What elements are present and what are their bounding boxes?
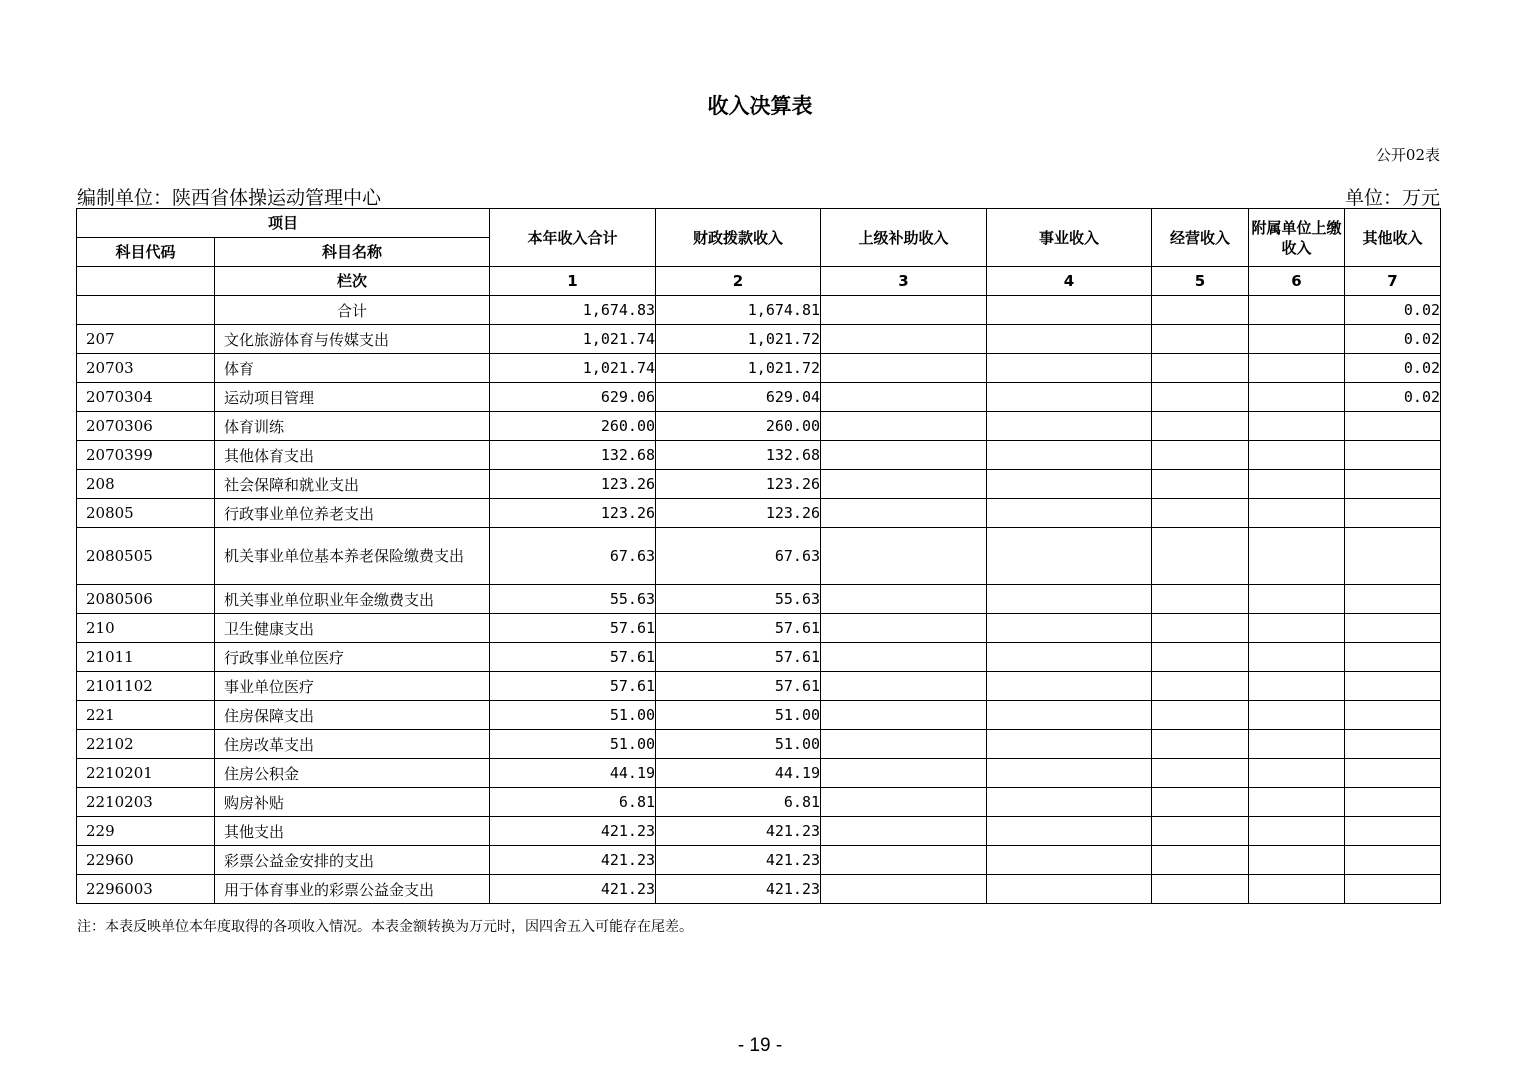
header-name: 科目名称 — [215, 238, 490, 267]
cell-col3 — [821, 788, 987, 817]
cell-col6 — [1249, 846, 1345, 875]
cell-col4 — [987, 296, 1152, 325]
cell-col6 — [1249, 643, 1345, 672]
cell-col3 — [821, 672, 987, 701]
cell-col4 — [987, 614, 1152, 643]
cell-col7 — [1345, 499, 1441, 528]
table-row — [77, 817, 1441, 846]
cell-col2: 1,021.72 — [656, 325, 821, 354]
cell-col2: 51.00 — [656, 730, 821, 759]
cell-name: 文化旅游体育与传媒支出 — [215, 325, 490, 354]
cell-col4 — [987, 701, 1152, 730]
cell-col7 — [1345, 643, 1441, 672]
cell-col6 — [1249, 296, 1345, 325]
cell-name: 卫生健康支出 — [215, 614, 490, 643]
cell-name: 用于体育事业的彩票公益金支出 — [215, 875, 490, 904]
cell-name: 机关事业单位职业年金缴费支出 — [215, 585, 490, 614]
cell-col5 — [1152, 354, 1249, 383]
cell-name: 运动项目管理 — [215, 383, 490, 412]
cell-col4 — [987, 441, 1152, 470]
cell-col4 — [987, 499, 1152, 528]
table-row — [77, 383, 1441, 412]
cell-col4 — [987, 412, 1152, 441]
index-label: 栏次 — [215, 267, 490, 296]
cell-name: 彩票公益金安排的支出 — [215, 846, 490, 875]
cell-col3 — [821, 412, 987, 441]
index-5: 5 — [1152, 267, 1249, 296]
cell-col1: 1,021.74 — [490, 354, 656, 383]
header-col1: 本年收入合计 — [490, 209, 656, 267]
cell-col6 — [1249, 672, 1345, 701]
organization-label: 编制单位：陕西省体操运动管理中心 — [77, 187, 382, 209]
cell-code: 2080505 — [77, 528, 215, 585]
cell-col4 — [987, 730, 1152, 759]
index-3: 3 — [821, 267, 987, 296]
cell-col2: 1,674.81 — [656, 296, 821, 325]
cell-col5 — [1152, 730, 1249, 759]
cell-col5 — [1152, 499, 1249, 528]
cell-col2: 421.23 — [656, 875, 821, 904]
cell-col4 — [987, 325, 1152, 354]
cell-col4 — [987, 759, 1152, 788]
cell-col4 — [987, 470, 1152, 499]
cell-col4 — [987, 788, 1152, 817]
cell-col7: 0.02 — [1345, 325, 1441, 354]
cell-col2: 132.68 — [656, 441, 821, 470]
cell-col6 — [1249, 875, 1345, 904]
table-row — [77, 672, 1441, 701]
cell-col2: 260.00 — [656, 412, 821, 441]
cell-col5 — [1152, 672, 1249, 701]
cell-col2: 6.81 — [656, 788, 821, 817]
cell-col1: 132.68 — [490, 441, 656, 470]
cell-col2: 55.63 — [656, 585, 821, 614]
table-row — [77, 701, 1441, 730]
cell-col3 — [821, 383, 987, 412]
cell-col5 — [1152, 441, 1249, 470]
cell-col3 — [821, 499, 987, 528]
cell-name: 合计 — [215, 296, 490, 325]
cell-col6 — [1249, 325, 1345, 354]
cell-col5 — [1152, 788, 1249, 817]
unit-label: 单位：万元 — [1344, 187, 1440, 209]
cell-col5 — [1152, 412, 1249, 441]
cell-col4 — [987, 846, 1152, 875]
cell-col4 — [987, 528, 1152, 585]
cell-col1: 421.23 — [490, 846, 656, 875]
cell-col5 — [1152, 585, 1249, 614]
cell-name: 住房公积金 — [215, 759, 490, 788]
form-number: 公开02表 — [1375, 146, 1440, 164]
cell-col1: 67.63 — [490, 528, 656, 585]
page-title: 收入决算表 — [707, 94, 813, 118]
cell-col6 — [1249, 499, 1345, 528]
cell-col3 — [821, 470, 987, 499]
cell-col4 — [987, 354, 1152, 383]
cell-col1: 629.06 — [490, 383, 656, 412]
cell-col7 — [1345, 412, 1441, 441]
cell-col3 — [821, 296, 987, 325]
cell-code: 22102 — [77, 730, 215, 759]
cell-col5 — [1152, 701, 1249, 730]
cell-col3 — [821, 354, 987, 383]
header-col6: 附属单位上缴收入 — [1249, 209, 1345, 267]
page-number: - 19 - — [737, 1035, 783, 1056]
cell-name: 其他支出 — [215, 817, 490, 846]
cell-col7 — [1345, 672, 1441, 701]
cell-name: 购房补贴 — [215, 788, 490, 817]
table-row — [77, 730, 1441, 759]
income-table — [76, 208, 1441, 904]
cell-col1: 1,021.74 — [490, 325, 656, 354]
cell-name: 住房改革支出 — [215, 730, 490, 759]
cell-code: 2210201 — [77, 759, 215, 788]
cell-code: 2080506 — [77, 585, 215, 614]
cell-col1: 421.23 — [490, 817, 656, 846]
cell-col5 — [1152, 643, 1249, 672]
cell-name: 事业单位医疗 — [215, 672, 490, 701]
cell-col7 — [1345, 614, 1441, 643]
cell-col2: 57.61 — [656, 672, 821, 701]
cell-col3 — [821, 817, 987, 846]
cell-code: 22960 — [77, 846, 215, 875]
cell-col6 — [1249, 528, 1345, 585]
cell-col7 — [1345, 441, 1441, 470]
table-row — [77, 528, 1441, 585]
cell-col7 — [1345, 788, 1441, 817]
cell-col4 — [987, 817, 1152, 846]
header-col2: 财政拨款收入 — [656, 209, 821, 267]
footnote: 注：本表反映单位本年度取得的各项收入情况。本表金额转换为万元时，因四舍五入可能存在尾差。 — [77, 919, 693, 935]
cell-col7 — [1345, 817, 1441, 846]
table-row — [77, 788, 1441, 817]
cell-code: 2070304 — [77, 383, 215, 412]
cell-col5 — [1152, 383, 1249, 412]
table-row — [77, 412, 1441, 441]
cell-col7 — [1345, 528, 1441, 585]
cell-col4 — [987, 585, 1152, 614]
index-1: 1 — [490, 267, 656, 296]
cell-col6 — [1249, 701, 1345, 730]
cell-col5 — [1152, 470, 1249, 499]
cell-name: 行政事业单位养老支出 — [215, 499, 490, 528]
cell-col1: 51.00 — [490, 701, 656, 730]
cell-col3 — [821, 643, 987, 672]
cell-col2: 51.00 — [656, 701, 821, 730]
index-2: 2 — [656, 267, 821, 296]
cell-name: 住房保障支出 — [215, 701, 490, 730]
table-row — [77, 354, 1441, 383]
cell-col5 — [1152, 528, 1249, 585]
cell-col2: 421.23 — [656, 846, 821, 875]
cell-col7 — [1345, 875, 1441, 904]
cell-col7 — [1345, 470, 1441, 499]
cell-code: 208 — [77, 470, 215, 499]
cell-col5 — [1152, 759, 1249, 788]
cell-col6 — [1249, 470, 1345, 499]
cell-col5 — [1152, 325, 1249, 354]
header-code: 科目代码 — [77, 238, 215, 267]
cell-col1: 57.61 — [490, 614, 656, 643]
cell-code: 2296003 — [77, 875, 215, 904]
cell-col1: 1,674.83 — [490, 296, 656, 325]
cell-col1: 6.81 — [490, 788, 656, 817]
cell-col3 — [821, 759, 987, 788]
cell-name: 社会保障和就业支出 — [215, 470, 490, 499]
cell-col1: 44.19 — [490, 759, 656, 788]
table-row — [77, 585, 1441, 614]
cell-col6 — [1249, 817, 1345, 846]
cell-col7: 0.02 — [1345, 354, 1441, 383]
cell-col4 — [987, 875, 1152, 904]
table-row — [77, 325, 1441, 354]
cell-col7 — [1345, 585, 1441, 614]
cell-col6 — [1249, 412, 1345, 441]
cell-col3 — [821, 441, 987, 470]
cell-col6 — [1249, 441, 1345, 470]
index-blank — [77, 267, 215, 296]
cell-col2: 67.63 — [656, 528, 821, 585]
cell-col7 — [1345, 701, 1441, 730]
cell-col7 — [1345, 759, 1441, 788]
cell-col6 — [1249, 788, 1345, 817]
header-col4: 事业收入 — [987, 209, 1152, 267]
cell-col2: 123.26 — [656, 470, 821, 499]
index-7: 7 — [1345, 267, 1441, 296]
cell-col1: 57.61 — [490, 643, 656, 672]
header-row-1 — [77, 209, 1441, 238]
cell-col7 — [1345, 846, 1441, 875]
table-row — [77, 296, 1441, 325]
cell-name: 其他体育支出 — [215, 441, 490, 470]
cell-col3 — [821, 325, 987, 354]
cell-col5 — [1152, 614, 1249, 643]
cell-col1: 260.00 — [490, 412, 656, 441]
cell-col5 — [1152, 875, 1249, 904]
cell-col7 — [1345, 730, 1441, 759]
table-row — [77, 875, 1441, 904]
cell-col1: 55.63 — [490, 585, 656, 614]
cell-code: 2101102 — [77, 672, 215, 701]
header-col3: 上级补助收入 — [821, 209, 987, 267]
cell-col4 — [987, 672, 1152, 701]
cell-col6 — [1249, 585, 1345, 614]
cell-col6 — [1249, 730, 1345, 759]
cell-col6 — [1249, 614, 1345, 643]
table-row — [77, 499, 1441, 528]
cell-code: 2070306 — [77, 412, 215, 441]
cell-col7: 0.02 — [1345, 383, 1441, 412]
cell-col1: 57.61 — [490, 672, 656, 701]
cell-col1: 51.00 — [490, 730, 656, 759]
cell-col2: 57.61 — [656, 643, 821, 672]
cell-code: 221 — [77, 701, 215, 730]
cell-code: 229 — [77, 817, 215, 846]
table-row — [77, 470, 1441, 499]
table-row — [77, 643, 1441, 672]
cell-col6 — [1249, 383, 1345, 412]
cell-col2: 57.61 — [656, 614, 821, 643]
cell-code: 210 — [77, 614, 215, 643]
table-row — [77, 441, 1441, 470]
cell-col6 — [1249, 354, 1345, 383]
cell-col3 — [821, 730, 987, 759]
cell-col2: 421.23 — [656, 817, 821, 846]
cell-col3 — [821, 875, 987, 904]
header-col5: 经营收入 — [1152, 209, 1249, 267]
cell-col3 — [821, 701, 987, 730]
table-row — [77, 614, 1441, 643]
header-item: 项目 — [77, 209, 490, 238]
cell-col3 — [821, 585, 987, 614]
cell-col5 — [1152, 846, 1249, 875]
cell-col2: 629.04 — [656, 383, 821, 412]
index-row — [77, 267, 1441, 296]
table-row — [77, 846, 1441, 875]
cell-code: 207 — [77, 325, 215, 354]
cell-name: 机关事业单位基本养老保险缴费支出 — [215, 528, 490, 585]
cell-code: 2210203 — [77, 788, 215, 817]
cell-col7: 0.02 — [1345, 296, 1441, 325]
cell-col2: 1,021.72 — [656, 354, 821, 383]
cell-col3 — [821, 528, 987, 585]
cell-col1: 123.26 — [490, 470, 656, 499]
cell-col2: 44.19 — [656, 759, 821, 788]
cell-code: 20703 — [77, 354, 215, 383]
cell-col3 — [821, 846, 987, 875]
cell-col5 — [1152, 296, 1249, 325]
cell-col3 — [821, 614, 987, 643]
cell-col5 — [1152, 817, 1249, 846]
cell-name: 体育 — [215, 354, 490, 383]
cell-col2: 123.26 — [656, 499, 821, 528]
cell-code: 20805 — [77, 499, 215, 528]
table-row — [77, 759, 1441, 788]
index-6: 6 — [1249, 267, 1345, 296]
cell-col4 — [987, 383, 1152, 412]
index-4: 4 — [987, 267, 1152, 296]
cell-code: 21011 — [77, 643, 215, 672]
cell-name: 体育训练 — [215, 412, 490, 441]
cell-col1: 123.26 — [490, 499, 656, 528]
cell-col1: 421.23 — [490, 875, 656, 904]
cell-col6 — [1249, 759, 1345, 788]
cell-name: 行政事业单位医疗 — [215, 643, 490, 672]
cell-code: 2070399 — [77, 441, 215, 470]
cell-col4 — [987, 643, 1152, 672]
cell-code — [77, 296, 215, 325]
header-col7: 其他收入 — [1345, 209, 1441, 267]
